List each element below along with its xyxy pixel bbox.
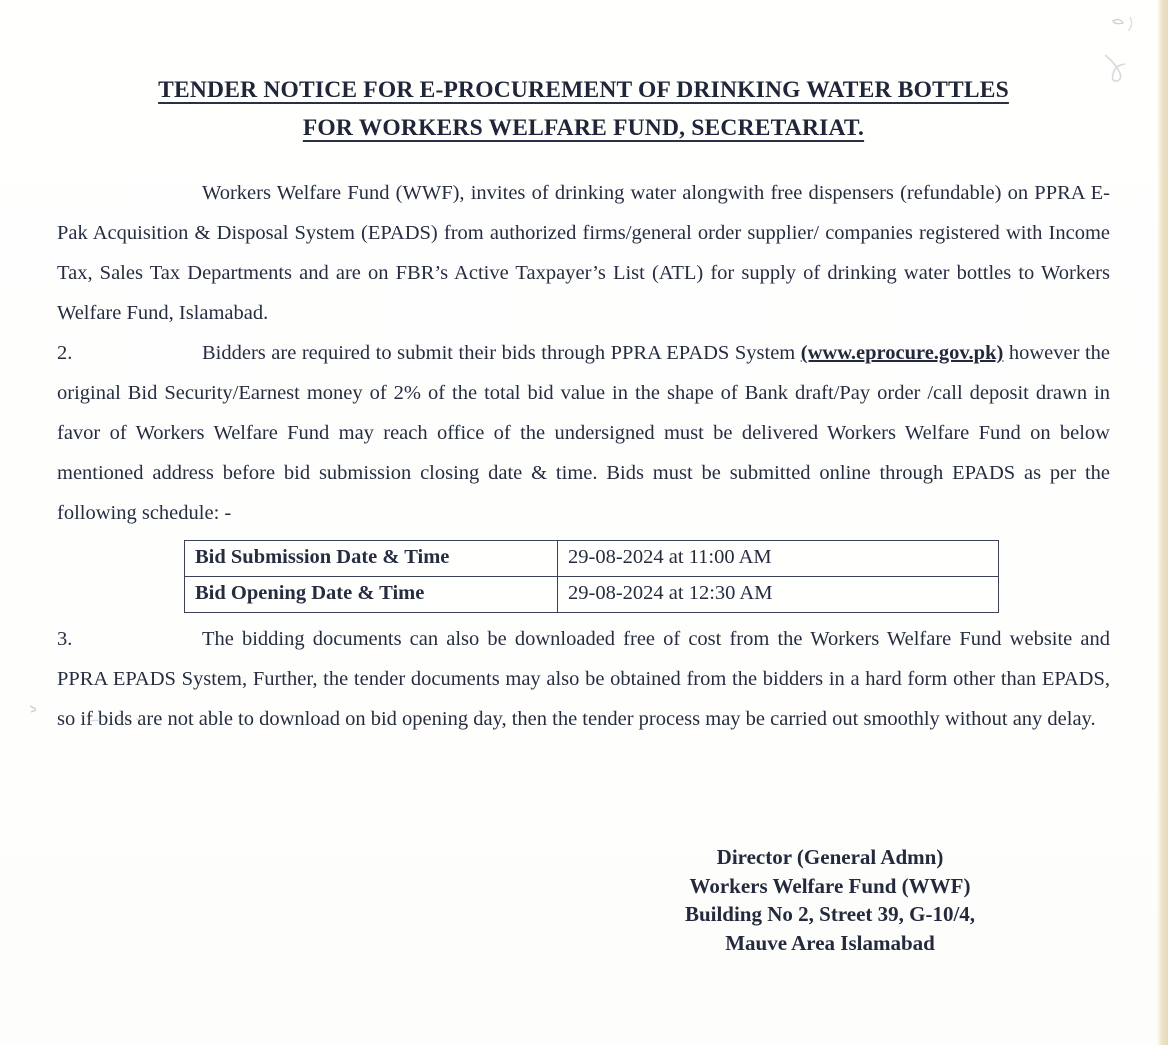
signatory-designation: Director (General Admn) bbox=[716, 845, 944, 869]
paragraph-2-number: 2. bbox=[57, 342, 73, 365]
bid-submission-label: Bid Submission Date & Time bbox=[185, 541, 558, 577]
table-row-bid-opening bbox=[185, 577, 999, 613]
paragraph-3-text: The bidding documents can also be downloaded free of cost from the Workers Welfare Fund website and PPRA EPADS System, Further, the tender documents may also be obtained from the bidders in a hard form other than EPADS, so if bids are not able to download on bid opening day, then the tender process may be carried out smoothly without any delay. bbox=[57, 628, 1110, 731]
scan-smudge-mark bbox=[28, 704, 42, 714]
document-title-line2: FOR WORKERS WELFARE FUND, SECRETARIAT. bbox=[302, 114, 865, 141]
paragraph-2 bbox=[57, 333, 1110, 533]
table-row-bid-submission bbox=[185, 541, 999, 577]
page-edge-shadow bbox=[1157, 0, 1168, 1045]
document-title-line1: TENDER NOTICE FOR E-PROCUREMENT OF DRINKING WATER BOTTLES bbox=[158, 77, 1009, 103]
bid-opening-value: 29-08-2024 at 12:30 AM bbox=[558, 577, 999, 613]
paragraph-3 bbox=[57, 619, 1110, 739]
document-title bbox=[57, 72, 1110, 147]
document-content bbox=[57, 72, 1110, 739]
signatory-address-line1: Building No 2, Street 39, G-10/4, bbox=[684, 902, 976, 926]
signatory-address-line2: Mauve Area Islamabad bbox=[725, 930, 935, 955]
bid-opening-label: Bid Opening Date & Time bbox=[185, 577, 558, 613]
bid-submission-value: 29-08-2024 at 11:00 AM bbox=[558, 541, 999, 577]
paragraph-2-text-before-link: Bidders are required to submit their bids through PPRA EPADS System bbox=[202, 342, 801, 365]
paragraph-intro: Workers Welfare Fund (WWF), invites of drinking water alongwith free dispensers (refundable) on PPRA E-Pak Acquisition & Disposal System (EPADS) from authorized firms/general order supplier/ companies registered with Income Tax, Sales Tax Departments and are on FBR’s Active Taxpayer’s List (ATL) for supply of drinking water bottles to Workers Welfare Fund, Islamabad. bbox=[57, 182, 1110, 325]
eprocure-url-text: (www.eprocure.gov.pk) bbox=[800, 342, 1004, 365]
bid-schedule-table bbox=[184, 540, 999, 613]
paragraph-3-number: 3. bbox=[57, 628, 73, 651]
signature-block bbox=[618, 843, 1042, 957]
signatory-organization: Workers Welfare Fund (WWF) bbox=[689, 873, 971, 898]
paragraph-2-text-after-link: however the original Bid Security/Earnest money of 2% of the total bid value in the shape of Bank draft/Pay order /call deposit drawn in favor of Workers Welfare Fund may reach office of the undersigned must be delivered Workers Welfare Fund on below mentioned address before bid submission closing date & time. Bids must be submitted online through EPADS as per the following schedule: - bbox=[57, 342, 1110, 525]
